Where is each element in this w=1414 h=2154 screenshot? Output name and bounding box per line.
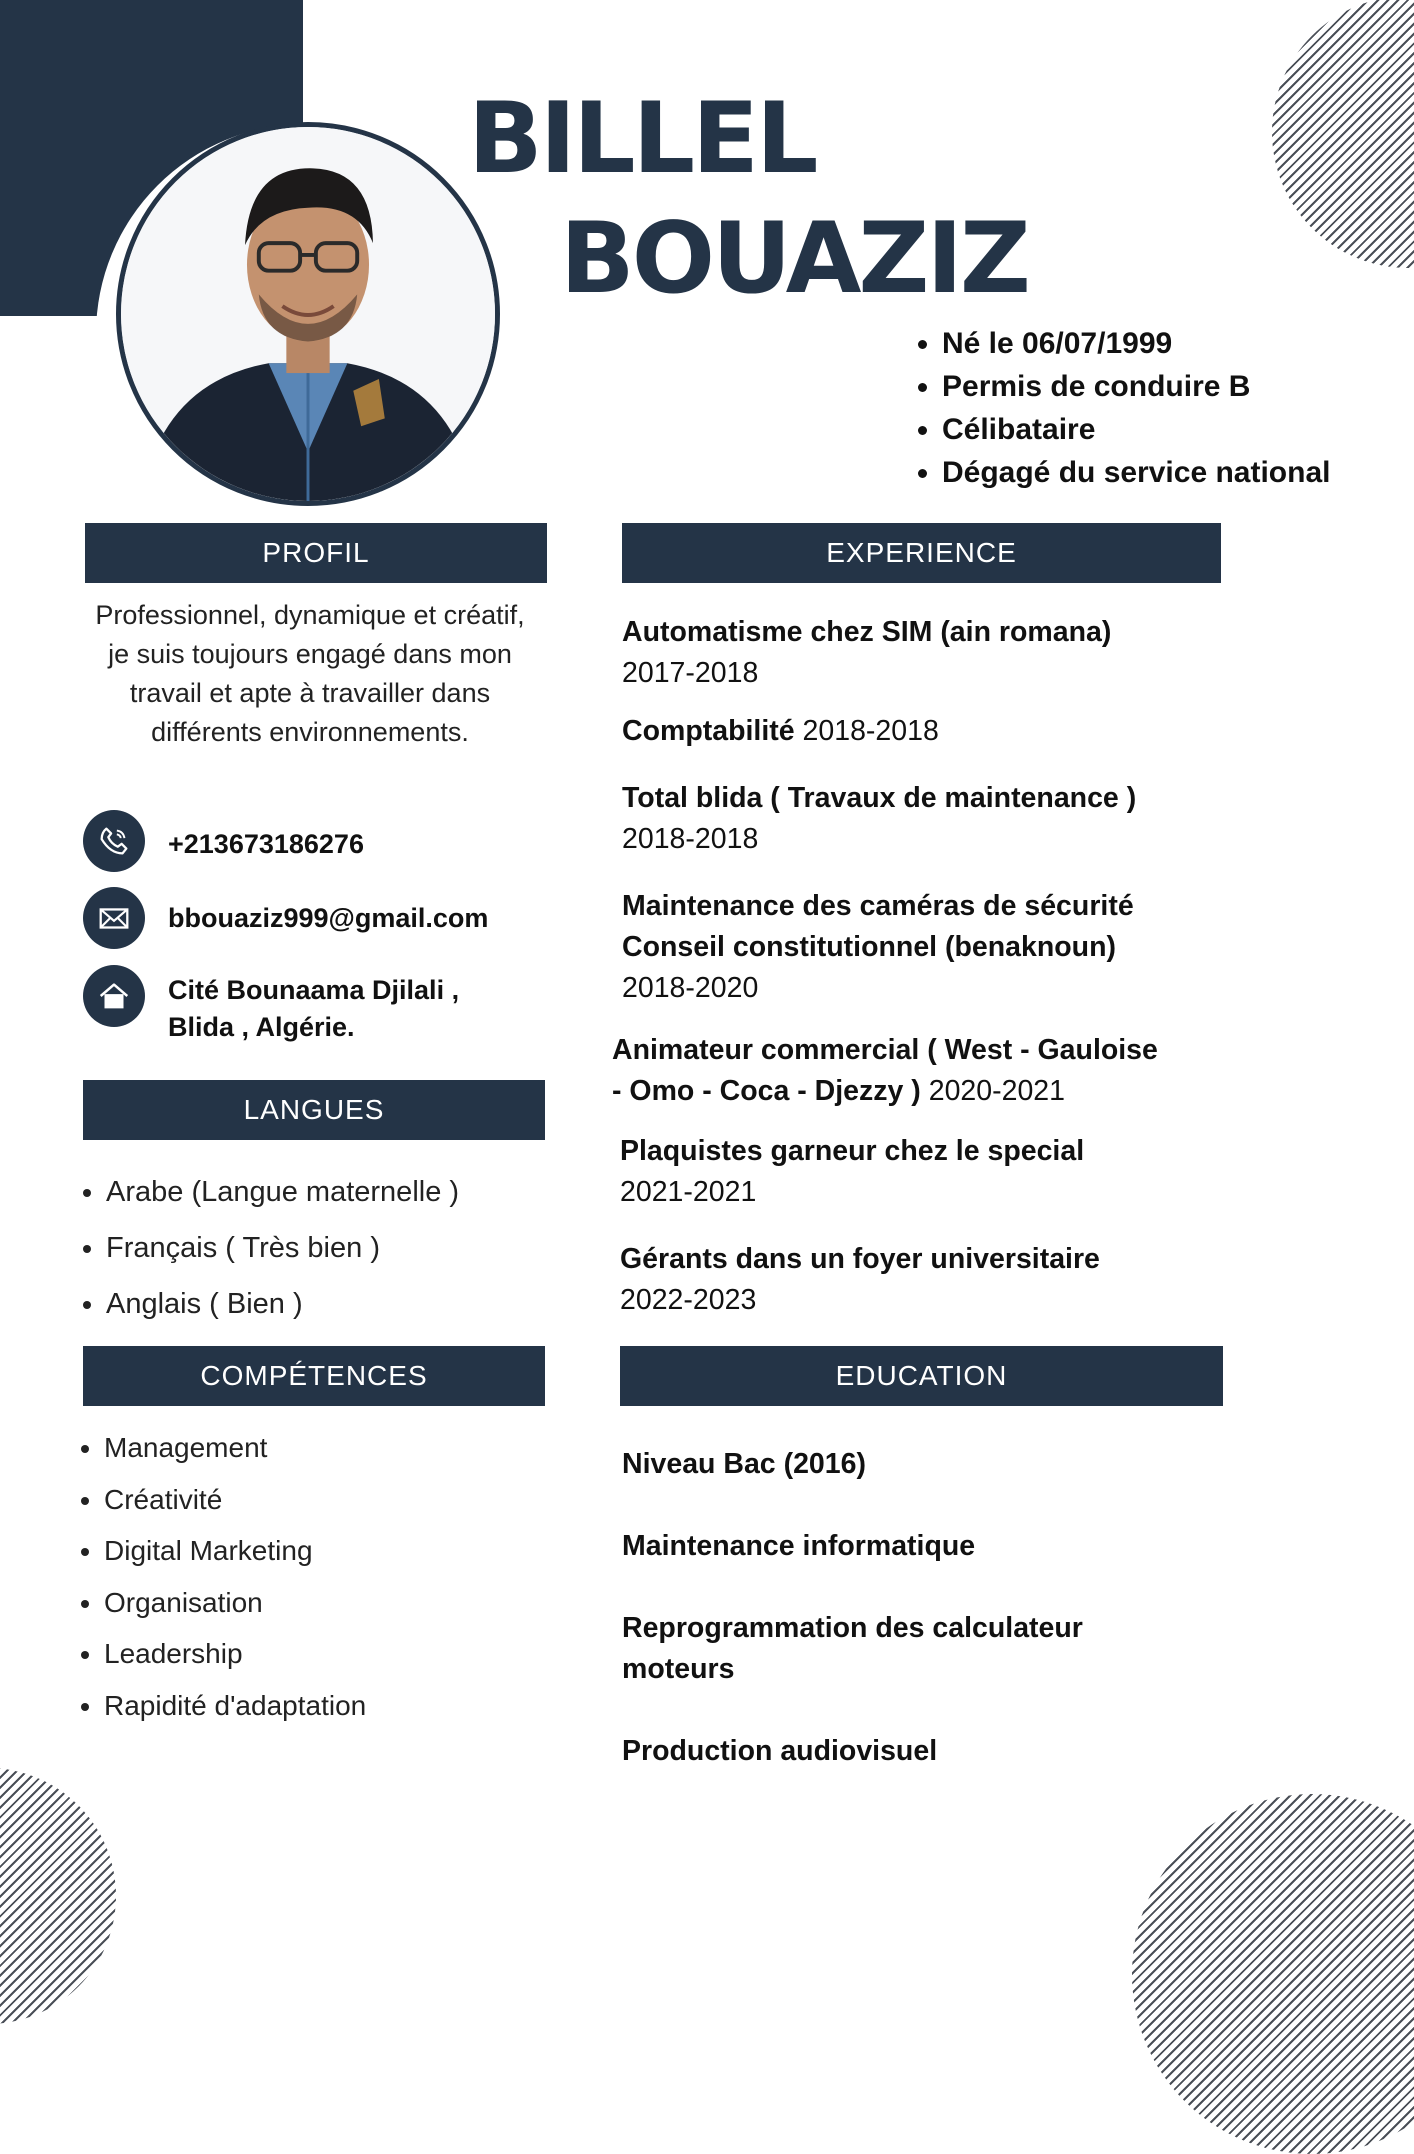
education-item: Production audiovisuel — [622, 1735, 938, 1767]
experience-title: Gérants dans un foyer universitaire — [620, 1243, 1100, 1275]
experience-years: 2022-2023 — [620, 1284, 757, 1316]
experience-years: 2018-2018 — [802, 715, 939, 747]
experience-item — [622, 612, 1111, 694]
home-icon — [83, 965, 145, 1027]
experience-title-line-1: Maintenance des caméras de sécurité — [622, 890, 1134, 922]
first-name: BILLEL — [468, 82, 816, 196]
skill-item: • Créativité — [104, 1474, 366, 1526]
email-address: bbouaziz999@gmail.com — [168, 903, 489, 933]
language-item: • Français ( Très bien ) — [106, 1220, 459, 1276]
experience-title: Plaquistes garneur chez le special — [620, 1135, 1085, 1167]
hatched-circle-decoration-top-right — [1272, 0, 1414, 268]
experience-title: Comptabilité — [622, 715, 795, 747]
education-item: Niveau Bac (2016) — [622, 1448, 866, 1480]
experience-heading: EXPERIENCE — [622, 523, 1221, 583]
phone-number: +213673186276 — [168, 829, 364, 859]
hatched-circle-decoration-bottom-right — [1132, 1794, 1414, 2154]
profil-heading: PROFIL — [85, 523, 547, 583]
postal-address — [168, 972, 548, 1046]
skill-item: • Management — [104, 1422, 366, 1474]
language-item: • Anglais ( Bien ) — [106, 1276, 459, 1332]
profile-photo — [116, 122, 500, 506]
skills-list — [104, 1422, 366, 1731]
experience-item — [612, 1030, 1158, 1112]
skill-item: • Rapidité d'adaptation — [104, 1680, 366, 1732]
portrait-illustration — [121, 127, 495, 501]
experience-title-line-1: Animateur commercial ( West - Gauloise — [612, 1034, 1158, 1066]
experience-years: 2021-2021 — [620, 1176, 757, 1208]
experience-item — [622, 778, 1136, 860]
skill-item: • Digital Marketing — [104, 1525, 366, 1577]
skill-item: • Organisation — [104, 1577, 366, 1629]
education-item: Maintenance informatique — [622, 1530, 976, 1562]
experience-item — [622, 886, 1134, 1009]
education-item: Reprogrammation des calculateur — [622, 1612, 1083, 1644]
mail-icon — [83, 887, 145, 949]
experience-years: 2017-2018 — [622, 657, 759, 689]
experience-years: 2020-2021 — [928, 1075, 1066, 1107]
marital-status: • Célibataire — [942, 408, 1330, 451]
personal-details-list — [910, 322, 1330, 494]
education-heading: EDUCATION — [620, 1346, 1223, 1406]
competences-heading: COMPÉTENCES — [83, 1346, 545, 1406]
experience-item — [622, 711, 939, 752]
experience-years: 2018-2020 — [622, 972, 759, 1004]
experience-title-line-2: - Omo - Coca - Djezzy ) — [612, 1075, 921, 1107]
skill-item: • Leadership — [104, 1628, 366, 1680]
language-item: • Arabe (Langue maternelle ) — [106, 1164, 459, 1220]
phone-icon — [83, 810, 145, 872]
military-status: • Dégagé du service national — [942, 451, 1330, 494]
hatched-circle-decoration-bottom-left — [0, 1768, 116, 2024]
experience-title-line-2: Conseil constitutionnel (benaknoun) — [622, 931, 1116, 963]
address-line-1: Cité Bounaama Djilali , — [168, 975, 460, 1005]
experience-years: 2018-2018 — [622, 823, 759, 855]
languages-list — [106, 1164, 459, 1332]
address-line-2: Blida , Algérie. — [168, 1012, 355, 1042]
education-item: moteurs — [622, 1653, 735, 1685]
experience-item — [620, 1239, 1100, 1321]
langues-heading: LANGUES — [83, 1080, 545, 1140]
experience-item — [620, 1131, 1084, 1213]
experience-title: Total blida ( Travaux de maintenance ) — [622, 782, 1137, 814]
last-name: BOUAZIZ — [560, 202, 1028, 316]
experience-title: Automatisme chez SIM (ain romana) — [622, 616, 1112, 648]
driving-license: • Permis de conduire B — [942, 365, 1330, 408]
birth-date: • Né le 06/07/1999 — [942, 322, 1330, 365]
profile-summary: Professionnel, dynamique et créatif, je suis toujours engagé dans mon travail et apte à travailler dans différents environnements. — [95, 600, 525, 747]
